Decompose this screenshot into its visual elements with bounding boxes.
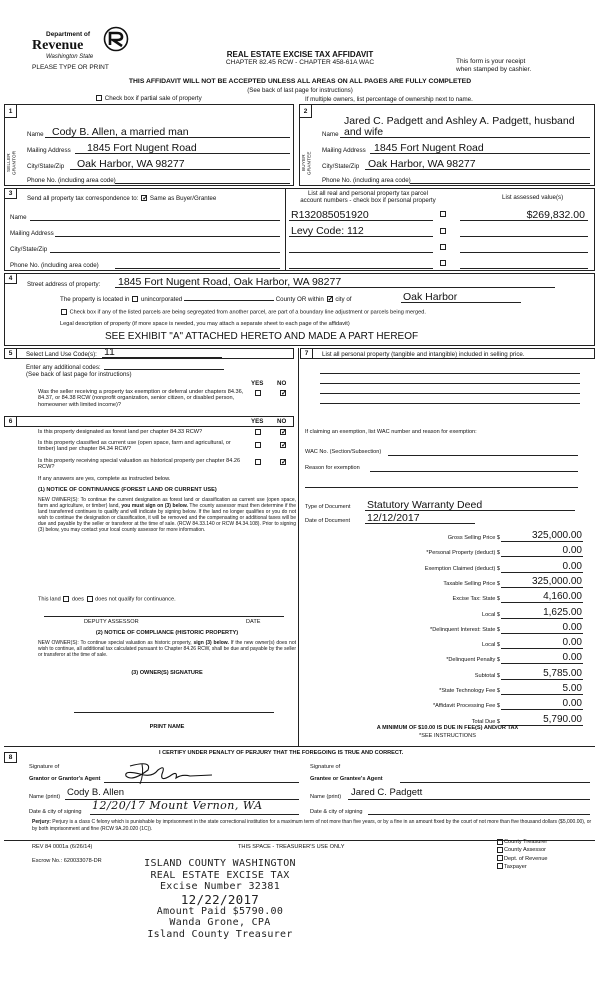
s6-q1: Is this property designated as forest land per chapter 84.33 RCW? [38, 429, 203, 435]
receipt-note-2: when stamped by cashier. [456, 66, 532, 73]
s2-name-line2[interactable]: and wife [344, 126, 384, 138]
s6-q3: Is this property receiving special valuation as historical property per chapter 84.26 RCW? [38, 458, 241, 471]
parcel-2-personal-checkbox[interactable] [440, 228, 446, 234]
s3-mail-line [55, 236, 280, 237]
stamp-line-1: ISLAND COUNTY WASHINGTON [144, 858, 296, 869]
s1-mail-line [75, 153, 290, 154]
stamp-line-5: Amount Paid $5790.00 [156, 905, 284, 917]
s7-doc-type-lbl: Type of Document [305, 504, 351, 510]
grantor-printed-name[interactable]: Cody B. Allen [67, 787, 125, 798]
s3-send-lbl: Send all property tax correspondence to: [27, 195, 139, 202]
multiple-owners-text: If multiple owners, list percentage of ownership next to name. [305, 96, 473, 103]
grantor-signature-icon [122, 760, 232, 786]
s5-yes-hdr: YES [251, 380, 264, 387]
section-6-area [4, 416, 298, 746]
s1-city-lbl: City/State/Zip [27, 163, 65, 170]
s6-q2-no-checkbox[interactable] [280, 442, 286, 448]
s4-segregated-lbl: Check box if any of the listed parcels are being segregated from another parcel, are part of a boundary line adjustment or parcels being merged. [69, 309, 426, 316]
s7-wac-line [388, 455, 578, 456]
s2-phone-lbl: Phone No. (including area code) [322, 177, 411, 184]
stamp-line-6: Wanda Grone, CPA [169, 917, 271, 928]
s4-unincorporated-lbl: unincorporated [140, 296, 183, 303]
rev-number: REV 84 0001a (6/26/14) [32, 844, 93, 850]
s3-phone-lbl: Phone No. (including area code) [10, 262, 99, 269]
warning-text: THIS AFFIDAVIT WILL NOT BE ACCEPTED UNLESS ALL AREAS ON ALL PAGES ARE FULLY COMPLETED [128, 78, 472, 85]
partial-sale-row [95, 95, 202, 102]
s8-grantee-name-line [348, 799, 590, 800]
s6-if-yes: If any answers are yes, complete as instructed below. [38, 476, 171, 482]
parcel-number[interactable]: R132085051920 [291, 209, 369, 221]
s1-phone-line [115, 183, 290, 184]
section-7-area [300, 348, 595, 746]
s8-grantor-date-line [90, 814, 299, 815]
s2-name-line [340, 137, 590, 138]
copy-label: Dept. of Revenue [504, 855, 548, 862]
tax-row-line [501, 633, 583, 634]
tax-row-label: *Delinquent Penalty $ [446, 657, 500, 664]
escrow-lbl: Escrow No.: [32, 858, 63, 864]
tax-row-line [501, 556, 583, 557]
parcel-4-personal-checkbox[interactable] [440, 260, 446, 266]
section-5-area [4, 348, 298, 416]
s2-city-lbl: City/State/Zip [322, 163, 360, 170]
s3-name-lbl: Name [10, 214, 27, 221]
s1-name-lbl: Name [27, 131, 44, 138]
copy-label: County Treasurer [504, 839, 548, 845]
perjury-body: Perjury is a class C felony which is punishable by imprisonment in the state correctional institution for a maximum term of not more than five years, or by a fine in an amount fixed by the court of not more than five thousand dollars ($5,000.00), or by both imprisonment and fine (RCW 9A.20.020 (1C)). [32, 819, 592, 832]
tax-row-label: Local $ [481, 642, 500, 649]
tax-row-line [501, 663, 583, 664]
tax-row-label: Subtotal $ [474, 672, 500, 679]
s5-no-hdr: NO [277, 380, 287, 387]
s7-doc-type-line [365, 510, 575, 511]
tax-row-value[interactable]: 0.00 [562, 545, 582, 557]
please-type-text: PLEASE TYPE OR PRINT [32, 64, 109, 71]
tax-row-label: *Affidavit Processing Fee $ [432, 703, 500, 710]
s8-sig-lbl-right: Signature of [310, 764, 341, 770]
s6-print-name-lbl: PRINT NAME [149, 724, 185, 730]
s3-name-line [30, 220, 280, 221]
copy-checkbox[interactable] [497, 847, 503, 853]
s8-grantee-name-lbl: Name (print) [310, 794, 342, 800]
s1-phone-lbl: Phone No. (including area code) [27, 177, 116, 184]
s6-no-hdr: NO [277, 418, 287, 425]
s6-notice1-text [38, 497, 296, 534]
copy-item [496, 846, 548, 854]
s5-exempt-yes-checkbox[interactable] [255, 390, 261, 396]
s1-mail-lbl: Mailing Address [27, 147, 71, 154]
s7-pp-line-4 [320, 403, 580, 404]
s6-notice1-b: you must sign on (3) below. [121, 503, 188, 510]
tax-row-value[interactable]: 4,160.00 [543, 591, 582, 603]
s7-pp-line-2 [320, 383, 580, 384]
s8-grantee-date-line [368, 814, 590, 815]
s3-city-line [50, 252, 280, 253]
partial-sale-checkbox[interactable] [96, 95, 102, 101]
middle-divider [298, 348, 299, 746]
levy-code[interactable]: Levy Code: 112 [291, 225, 364, 237]
s3-list-hdr-2: account numbers - check box if personal property [300, 197, 436, 204]
s3-phone-line [115, 268, 280, 269]
tax-row-line [501, 587, 583, 588]
s1-city-line [70, 169, 290, 170]
s6-notice2-a: NEW OWNER(S): To continue special valuation as historic property, [38, 640, 192, 646]
s4-street-lbl: Street address of property: [27, 281, 101, 288]
s6-deputy-lbl: DEPUTY ASSESSOR [84, 619, 139, 625]
s4-located-row [60, 296, 352, 303]
parcel-3-personal-checkbox[interactable] [440, 244, 446, 250]
tax-row-line [501, 602, 583, 603]
s7-exemption-lbl: If claiming an exemption, list WAC number and reason for exemption: [305, 429, 477, 435]
grantee-printed-name[interactable]: Jared C. Padgett [351, 787, 423, 798]
s1-mail-value[interactable]: 1845 Fort Nugent Road [87, 142, 197, 154]
section-8-number: 8 [4, 752, 17, 763]
city-of-checkbox[interactable] [327, 296, 333, 302]
tax-row-value[interactable]: 0.00 [562, 637, 582, 649]
tax-row-value[interactable]: 5,785.00 [543, 667, 582, 679]
s4-city-of-lbl: city of [335, 296, 352, 303]
same-as-buyer-checkbox[interactable] [141, 195, 147, 201]
form-chapters: CHAPTER 82.45 RCW - CHAPTER 458-61A WAC [225, 59, 375, 66]
document-date[interactable]: 12/12/2017 [367, 512, 420, 524]
s8-grantee-date-lbl: Date & city of signing [310, 809, 363, 815]
s6-q2: Is this property classified as current use (open space, farm and agricultural, or timber) land per chapter 84.34 RCW? [38, 440, 231, 453]
s6-yes-hdr: YES [251, 418, 264, 425]
s7-doc-date-line [365, 523, 475, 524]
tax-row-value[interactable]: 0.00 [562, 652, 582, 664]
s2-mail-line [370, 153, 590, 154]
s6-notice2-text [38, 640, 296, 658]
s3-send-row [27, 195, 216, 202]
s5-additional-1: Enter any additional codes: [26, 364, 101, 371]
s6-does-checkbox[interactable] [63, 596, 69, 602]
section-4-number: 4 [4, 273, 17, 284]
s5-exempt-question: Was the seller receiving a property tax exemption or deferral under chapters 84.36, 84.37, or 84.38 RCW (nonprofit organization, senior citizen, or disabled person, homeowner with limited income)? [38, 389, 244, 408]
tax-row-line [501, 679, 583, 680]
partial-sale-label: Check box if partial sale of property [104, 95, 202, 102]
tax-row-label: Taxable Selling Price $ [443, 580, 500, 587]
s8-grantor-name-lbl: Name (print) [29, 794, 61, 800]
tax-row-label: Gross Selling Price $ [447, 535, 500, 541]
seller-grantor-label: SELLER GRANTOR [6, 150, 17, 176]
s5-exempt-no-checkbox[interactable] [280, 390, 286, 396]
revenue-text: Revenue [32, 38, 84, 53]
tax-row-line [501, 648, 583, 649]
stamp-line-7: Island County Treasurer [147, 928, 293, 940]
tax-row-label: Local $ [481, 611, 500, 618]
s7-pp-line-1 [320, 373, 580, 374]
copy-label: Taxpayer [504, 863, 527, 870]
s6-date-lbl: DATE [246, 619, 261, 625]
perjury-label: Perjury: [32, 819, 51, 825]
s3-divider [285, 189, 286, 270]
tax-row-label: *State Technology Fee $ [439, 688, 500, 694]
tax-row-value[interactable]: 325,000.00 [531, 575, 582, 587]
tax-row-label: *Personal Property (deduct) $ [426, 550, 500, 557]
stamp-line-4: 12/22/2017 [180, 891, 260, 907]
s6-notice1-c: The county assessor must then determine if the land transferred continues to qualify and will indicate by signing below. If the land no longer qualifies or you do not wish to continue the designation or classification, it will be removed and the compensating or additional taxes will be due and payable by the seller or transferor at the time of sale. (RCW 84.33.140 or RCW 84.34.108). Prior to signing (3) below, you may contact your local county assessor for more information. [38, 503, 296, 534]
tax-row-line [501, 694, 583, 695]
s7-wac-lbl: WAC No. (Section/Subsection) [305, 449, 382, 455]
s3-same-as-lbl: Same as Buyer/Grantee [149, 195, 217, 202]
s3-list-hdr-1: List all real and personal property tax parcel [307, 190, 429, 197]
tax-row-value[interactable]: 325,000.00 [531, 530, 582, 541]
tax-row-label: Total Due $ [471, 718, 500, 725]
unincorporated-checkbox[interactable] [132, 296, 138, 302]
section-7-number: 7 [300, 348, 313, 359]
s6-owner-sig-line [74, 712, 274, 713]
section-5-number: 5 [4, 348, 17, 359]
tax-row-value[interactable]: 5,790.00 [543, 713, 582, 725]
s6-does-not: does not qualify for continuance. [95, 596, 176, 603]
land-use-code[interactable]: 11 [104, 346, 115, 358]
form-title: REAL ESTATE EXCISE TAX AFFIDAVIT [226, 50, 374, 59]
s6-q3-yes-checkbox[interactable] [255, 459, 261, 465]
stamp-line-3: Excise Number 32381 [159, 881, 281, 892]
s5-additional-2: (See back of last page for instructions) [26, 371, 132, 378]
s6-q3-no-checkbox[interactable] [280, 459, 286, 465]
s2-mail-lbl: Mailing Address [322, 147, 366, 154]
tax-row-line [501, 541, 583, 542]
s3-parcel-line-1 [289, 220, 433, 221]
copy-checkbox[interactable] [497, 855, 503, 861]
copy-item [496, 838, 548, 846]
section-4-box [4, 273, 595, 346]
s1-name-line [45, 137, 290, 138]
s8-certify: I CERTIFY UNDER PENALTY OF PERJURY THAT THE FOREGOING IS TRUE AND CORRECT. [159, 750, 404, 756]
s2-phone-line [410, 183, 590, 184]
s3-city-lbl: City/State/Zip [10, 246, 48, 253]
property-city[interactable]: Oak Harbor [403, 291, 458, 303]
s3-mail-lbl: Mailing Address [10, 230, 54, 237]
s6-notice2-c: If the new owner(s) does not wish to continue, all additional tax calculated pursuant to Chapter 84.26 RCW, shall be due and payable by the seller or transferor at the time of sale. [38, 640, 297, 659]
treasurer-stamp [120, 858, 320, 940]
receipt-note-1: This form is your receipt [456, 58, 526, 65]
s8-grantor-agent-lbl: Grantor or Grantor's Agent [29, 776, 101, 782]
s8-sig-lbl-left: Signature of [29, 764, 60, 770]
tax-row-value[interactable]: 0.00 [562, 621, 582, 633]
tax-row-label: Exemption Claimed (deduct) $ [424, 565, 500, 572]
s3-parcel-line-3 [289, 252, 433, 253]
section-6-number: 6 [4, 416, 17, 427]
s7-pp-line-3 [320, 393, 580, 394]
s2-city-line [365, 169, 590, 170]
see-back-text: (See back of last page for instructions) [247, 87, 353, 94]
s3-assess-line-4 [460, 268, 588, 269]
s7-reason-line [370, 471, 578, 472]
s3-assess-line-3 [460, 252, 588, 253]
copy-checkbox[interactable] [497, 839, 503, 845]
dor-logo [30, 24, 140, 74]
tax-row-line [501, 709, 583, 710]
s7-reason-lbl: Reason for exemption [305, 465, 360, 471]
buyer-grantee-label: BUYER GRANTEE [301, 151, 312, 175]
s6-this-land: This land [38, 596, 61, 603]
grantor-date-city[interactable]: 12/20/17 Mount Vernon, WA [92, 799, 263, 812]
s2-name-lbl: Name [322, 131, 339, 138]
s6-notice2-title: (2) NOTICE OF COMPLIANCE (HISTORIC PROPERTY) [95, 630, 239, 636]
s4-county-or-lbl: County OR within [275, 296, 324, 303]
s5-land-use-line [102, 357, 222, 358]
s3-assessed-hdr: List assessed value(s) [502, 194, 564, 201]
s6-notice2-b: sign (3) below. [193, 640, 229, 646]
s1-city-value[interactable]: Oak Harbor, WA 98277 [77, 158, 185, 170]
copy-item [496, 855, 548, 863]
s6-does: does [71, 596, 84, 603]
s4-city-line [401, 302, 521, 303]
s5-additional-line [104, 369, 224, 370]
s6-assessor-line [44, 616, 284, 617]
s7-see-instr: *SEE INSTRUCTIONS [419, 733, 476, 739]
s4-legal-lbl: Legal description of property (if more space is needed, you may attach a separate sheet to each page of the affidavit) [60, 321, 350, 327]
s3-parcel-line-2 [289, 236, 433, 237]
s6-notice1-a: NEW OWNER(S): To continue the current designation as forest land or classification as current use (open space, farm and agriculture, or timber) land, [38, 497, 296, 510]
document-type[interactable]: Statutory Warranty Deed [367, 499, 483, 511]
tax-row-line [501, 572, 583, 573]
dor-emblem-icon [103, 26, 129, 52]
s8-grantee-sig-line [400, 782, 590, 783]
s4-located-lbl: The property is located in [60, 296, 130, 303]
property-street-address[interactable]: 1845 Fort Nugent Road, Oak Harbor, WA 98277 [118, 276, 342, 288]
s5-land-use-lbl: Select Land Use Code(s): [26, 351, 97, 358]
tax-row-value[interactable]: 0.00 [562, 698, 582, 710]
segregated-checkbox[interactable] [61, 309, 67, 315]
s7-list-lbl: List all personal property (tangible and intangible) included in selling price. [322, 351, 525, 358]
dept-of-text: Department of [46, 31, 91, 38]
s7-doc-date-lbl: Date of Document [305, 518, 351, 524]
washington-state-text: Washington State [46, 54, 94, 60]
tax-row-value[interactable]: 0.00 [562, 560, 582, 572]
stamp-line-2: REAL ESTATE EXCISE TAX [150, 869, 290, 881]
tax-row-value[interactable]: 1,625.00 [543, 606, 582, 618]
s6-does-not-checkbox[interactable] [87, 596, 93, 602]
s3-assess-line-1 [460, 220, 588, 221]
section-1-number: 1 [4, 104, 17, 118]
tax-row-value[interactable]: 5.00 [562, 683, 582, 694]
s3-parcel-line-4 [289, 268, 433, 269]
s8-top-line [4, 746, 595, 747]
tax-row-label: Excise Tax: State $ [452, 596, 500, 603]
section-1-box [4, 104, 294, 186]
copy-checkbox[interactable] [497, 863, 503, 869]
s6-owner-sig-lbl: (3) OWNER(S) SIGNATURE [131, 670, 203, 676]
perjury-text [32, 819, 595, 832]
s6-q1-no-checkbox[interactable] [280, 429, 286, 435]
s6-notice1-title: (1) NOTICE OF CONTINUANCE (FOREST LAND OR CURRENT USE) [38, 487, 217, 493]
tax-row-line [501, 618, 583, 619]
s2-mail-value[interactable]: 1845 Fort Nugent Road [374, 142, 484, 154]
s8-grantor-date-lbl: Date & city of signing [29, 809, 82, 815]
s4-street-line [115, 287, 555, 288]
copy-item [496, 863, 548, 871]
s2-name-line1[interactable]: Jared C. Padgett and Ashley A. Padgett, husband [344, 115, 575, 127]
legal-description[interactable]: SEE EXHIBIT "A" ATTACHED HERETO AND MADE A PART HEREOF [105, 331, 419, 342]
escrow-row [32, 858, 102, 864]
s2-city-value[interactable]: Oak Harbor, WA 98277 [368, 158, 476, 170]
section-3-number: 3 [4, 188, 17, 199]
s6-q1-yes-checkbox[interactable] [255, 429, 261, 435]
s7-reason-line-2 [305, 487, 578, 488]
copy-label: County Assessor [504, 847, 546, 854]
s3-assess-line-2 [460, 236, 588, 237]
distribution-copies [496, 838, 548, 871]
s7-minimum: A MINIMUM OF $10.00 IS DUE IN FEE(S) AND/OR TAX [376, 725, 519, 731]
section-2-number: 2 [299, 104, 312, 118]
s1-name-value[interactable]: Cody B. Allen, a married man [52, 126, 189, 138]
s8-grantee-agent-lbl: Grantee or Grantee's Agent [310, 776, 383, 782]
assessed-value[interactable]: $269,832.00 [526, 209, 585, 221]
s4-segregated-row [60, 309, 426, 316]
escrow-number: 620033078-DR [63, 858, 102, 864]
parcel-1-personal-checkbox[interactable] [440, 211, 446, 217]
treasurer-only: THIS SPACE - TREASURER'S USE ONLY [238, 844, 345, 850]
s6-qualify-row [38, 596, 176, 603]
tax-row-label: *Delinquent Interest: State $ [430, 626, 500, 633]
s6-q2-yes-checkbox[interactable] [255, 442, 261, 448]
section-2-box [299, 104, 595, 186]
section-3-box [4, 188, 595, 271]
